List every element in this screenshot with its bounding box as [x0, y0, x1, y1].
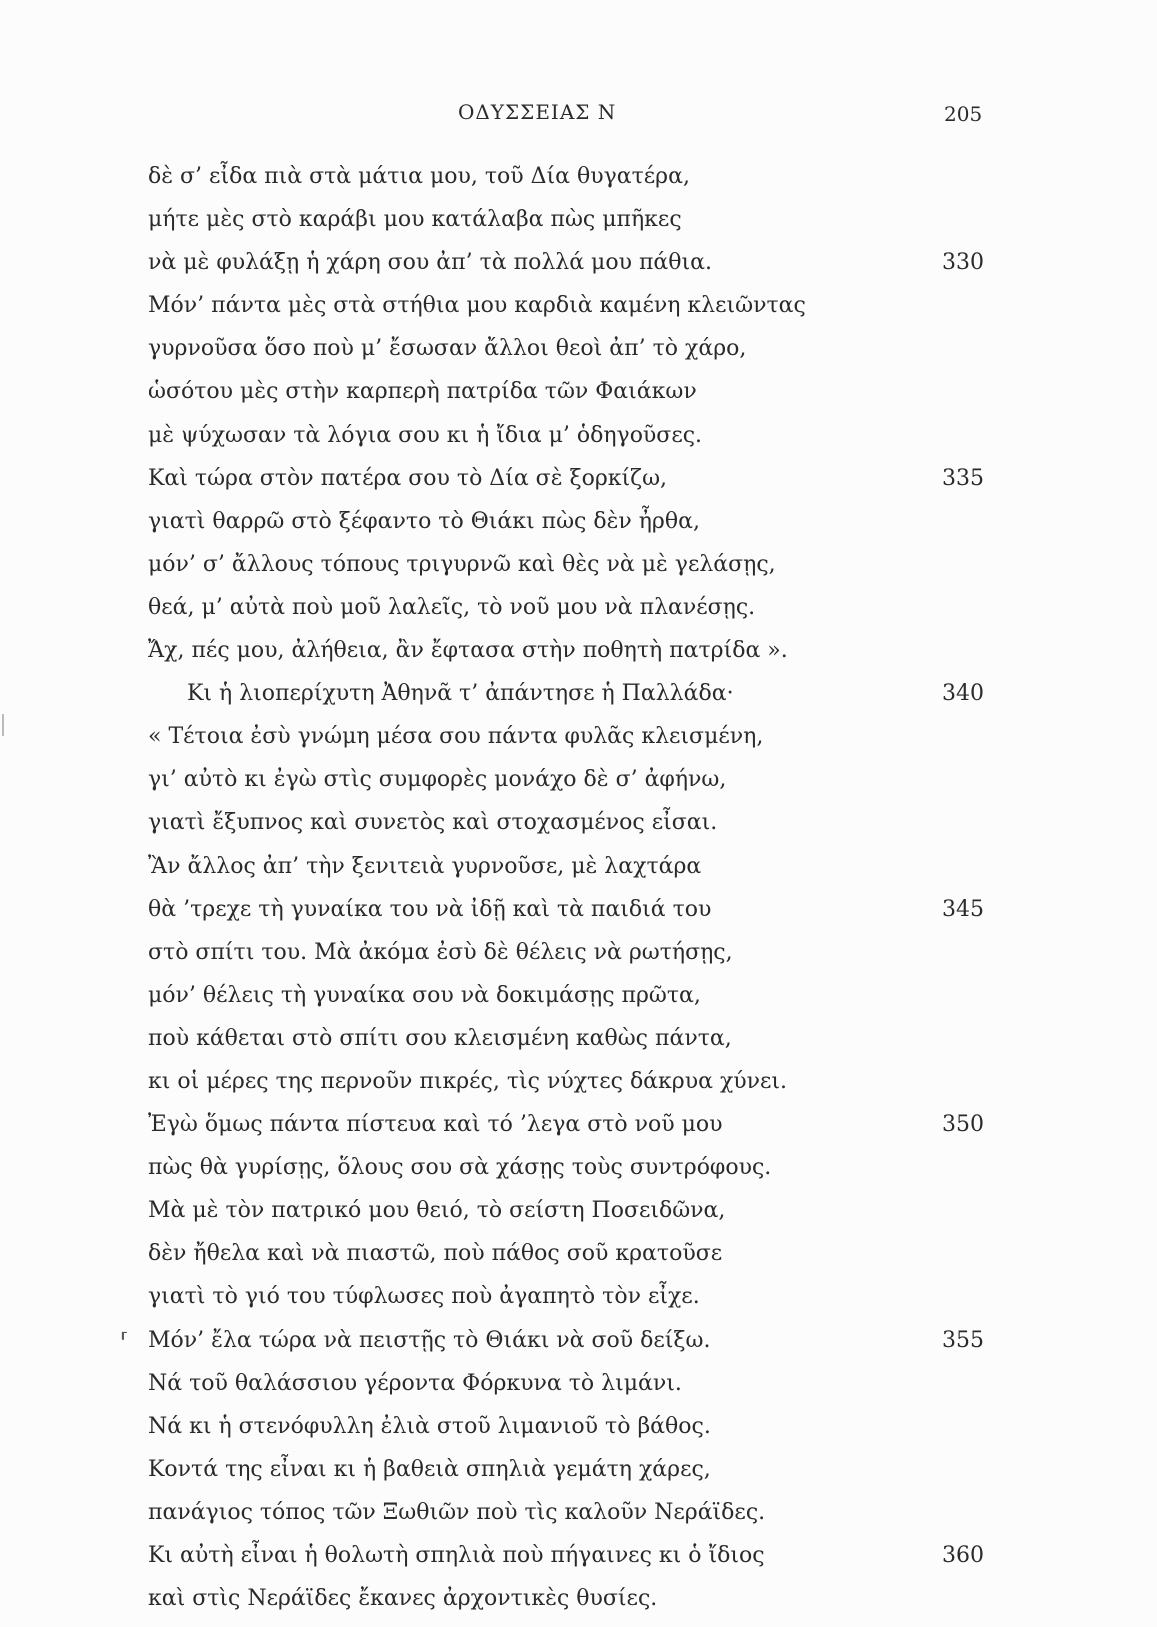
running-title: ΟΔΥΣΣΕΙΑΣ Ν: [458, 100, 617, 124]
verse-line: [0, 205, 1157, 248]
verse-line: [0, 1067, 1157, 1110]
verse-line: [0, 291, 1157, 334]
verse-line: [0, 852, 1157, 895]
verse-line: [0, 1412, 1157, 1455]
line-number: 355: [942, 1327, 984, 1353]
verse-text: μόν’ σ’ ἄλλους τόπους τριγυρνῶ καὶ θὲς νὰ μὲ γελάσῃς,: [148, 551, 776, 577]
verse-line: [0, 981, 1157, 1024]
verse-line: [0, 334, 1157, 377]
verse-text: πὼς θὰ γυρίσῃς, ὅλους σου σὰ χάσῃς τοὺς συντρόφους.: [148, 1155, 772, 1181]
verse-line: [0, 636, 1157, 679]
verse-text: νὰ μὲ φυλάξῃ ἡ χάρη σου ἀπ’ τὰ πολλά μου πάθια.: [148, 250, 712, 276]
verse-line: [0, 1541, 1157, 1584]
verse-text: « Τέτοια ἐσὺ γνώμη μέσα σου πάντα φυλᾶς κλεισμένη,: [148, 724, 764, 750]
verse-text: θὰ ’τρεχε τὴ γυναίκα του νὰ ἰδῇ καὶ τὰ παιδιά του: [148, 896, 712, 922]
verse-line: [0, 938, 1157, 981]
verse-text: Κι ἡ λιοπερίχυτη Ἀθηνᾶ τ’ ἀπάντησε ἡ Παλλάδα·: [187, 681, 734, 707]
verse-text: γιατὶ ἔξυπνος καὶ συνετὸς καὶ στοχασμένος εἶσαι.: [148, 810, 718, 836]
verse-text: θεά, μ’ αὐτὰ ποὺ μοῦ λαλεῖς, τὸ νοῦ μου νὰ πλανέσῃς.: [148, 594, 756, 620]
verse-line: [0, 377, 1157, 420]
verse-line: [0, 162, 1157, 205]
verse-line: [0, 722, 1157, 765]
verse-text: γι’ αὐτὸ κι ἐγὼ στὶς συμφορὲς μονάχο δὲ σ’ ἀφήνω,: [148, 767, 727, 793]
line-number: 340: [942, 681, 984, 707]
verse-line: [0, 679, 1157, 722]
edge-mark: [2, 714, 4, 736]
verse-text: Κι αὐτὴ εἶναι ἡ θολωτὴ σπηλιὰ ποὺ πήγαινες κι ὁ ἴδιος: [148, 1543, 765, 1568]
verse-text: Καὶ τώρα στὸν πατέρα σου τὸ Δία σὲ ξορκίζω,: [148, 465, 668, 491]
verse-line: [0, 1024, 1157, 1067]
verse-text: Ἐγὼ ὅμως πάντα πίστευα καὶ τό ’λεγα στὸ νοῦ μου: [148, 1112, 723, 1138]
verse-text: ὡσότου μὲς στὴν καρπερὴ πατρίδα τῶν Φαιάκων: [148, 379, 697, 405]
verse-line: [0, 507, 1157, 550]
verse-text: Μὰ μὲ τὸν πατρικό μου θειό, τὸ σείστη Ποσειδῶνα,: [148, 1198, 726, 1224]
line-number: 330: [942, 250, 984, 276]
verse-text: μόν’ θέλεις τὴ γυναίκα σου νὰ δοκιμάσῃς πρῶτα,: [148, 982, 701, 1008]
running-head: [0, 100, 1157, 134]
verse-line: [0, 1196, 1157, 1239]
verse-text: στὸ σπίτι του. Μὰ ἀκόμα ἐσὺ δὲ θέλεις νὰ ρωτήσῃς,: [148, 939, 733, 965]
verse-line: [0, 593, 1157, 636]
verse-text: κι οἱ μέρες της περνοῦν πικρές, τὶς νύχτες δάκρυα χύνει.: [148, 1068, 788, 1094]
verse-text: Μόν’ ἔλα τώρα νὰ πειστῇς τὸ Θιάκι νὰ σοῦ δείξω.: [148, 1327, 711, 1353]
verse-text: γιατὶ θαρρῶ στὸ ξέφαντο τὸ Θιάκι πὼς δὲν ἦρθα,: [148, 508, 700, 534]
page-number: 205: [944, 102, 983, 126]
verse-line: [0, 248, 1157, 291]
verse-text: πανάγιος τόπος τῶν Ξωθιῶν ποὺ τὶς καλοῦν Νεράϊδες.: [148, 1499, 766, 1525]
verse-line: [0, 421, 1157, 464]
line-number: 345: [942, 896, 984, 922]
verse-line: [0, 765, 1157, 808]
verse-block: [0, 162, 1157, 1627]
verse-text: μὲ ψύχωσαν τὰ λόγια σου κι ἡ ἴδια μ’ ὁδηγοῦσες.: [148, 422, 703, 448]
line-number: 335: [942, 465, 984, 491]
line-number: 360: [942, 1543, 984, 1568]
verse-line: [0, 1282, 1157, 1325]
verse-line: [0, 1455, 1157, 1498]
verse-text: γιατὶ τὸ γιό του τύφλωσες ποὺ ἀγαπητὸ τὸν εἶχε.: [148, 1284, 700, 1310]
margin-mark: ⸢: [120, 1329, 129, 1355]
verse-text: Ἄχ, πές μου, ἀλήθεια, ἂν ἔφτασα στὴν ποθητὴ πατρίδα ».: [148, 638, 788, 664]
verse-line: [0, 1584, 1157, 1627]
line-number: 350: [942, 1112, 984, 1138]
verse-line: [0, 808, 1157, 851]
verse-text: Κοντά της εἶναι κι ἡ βαθειὰ σπηλιὰ γεμάτη χάρες,: [148, 1456, 711, 1482]
verse-text: ποὺ κάθεται στὸ σπίτι σου κλεισμένη καθὼς πάντα,: [148, 1025, 732, 1051]
verse-line: [0, 550, 1157, 593]
verse-text: Μόν’ πάντα μὲς στὰ στήθια μου καρδιὰ καμένη κλειῶντας: [148, 293, 806, 319]
verse-text: Νά κι ἡ στενόφυλλη ἐλιὰ στοῦ λιμανιοῦ τὸ βάθος.: [148, 1413, 711, 1439]
verse-text: γυρνοῦσα ὅσο ποὺ μ’ ἔσωσαν ἄλλοι θεοὶ ἀπ’ τὸ χάρο,: [148, 336, 747, 362]
verse-line: [0, 1498, 1157, 1541]
verse-line: [0, 1369, 1157, 1412]
verse-line: [0, 895, 1157, 938]
verse-text: δὲν ἤθελα καὶ νὰ πιαστῶ, ποὺ πάθος σοῦ κρατοῦσε: [148, 1241, 723, 1267]
verse-text: δὲ σ’ εἶδα πιὰ στὰ μάτια μου, τοῦ Δία θυγατέρα,: [148, 164, 690, 189]
verse-text: Νά τοῦ θαλάσσιου γέροντα Φόρκυνα τὸ λιμάνι.: [148, 1370, 682, 1396]
verse-line: [0, 1239, 1157, 1282]
verse-text: καὶ στὶς Νεράϊδες ἔκανες ἀρχοντικὲς θυσίες.: [148, 1586, 658, 1612]
verse-line: [0, 1110, 1157, 1153]
verse-line: [0, 1326, 1157, 1369]
verse-text: μήτε μὲς στὸ καράβι μου κατάλαβα πὼς μπῆκες: [148, 207, 682, 233]
verse-line: [0, 1153, 1157, 1196]
verse-line: [0, 464, 1157, 507]
verse-text: Ἂν ἄλλος ἀπ’ τὴν ξενιτειὰ γυρνοῦσε, μὲ λαχτάρα: [148, 853, 702, 879]
